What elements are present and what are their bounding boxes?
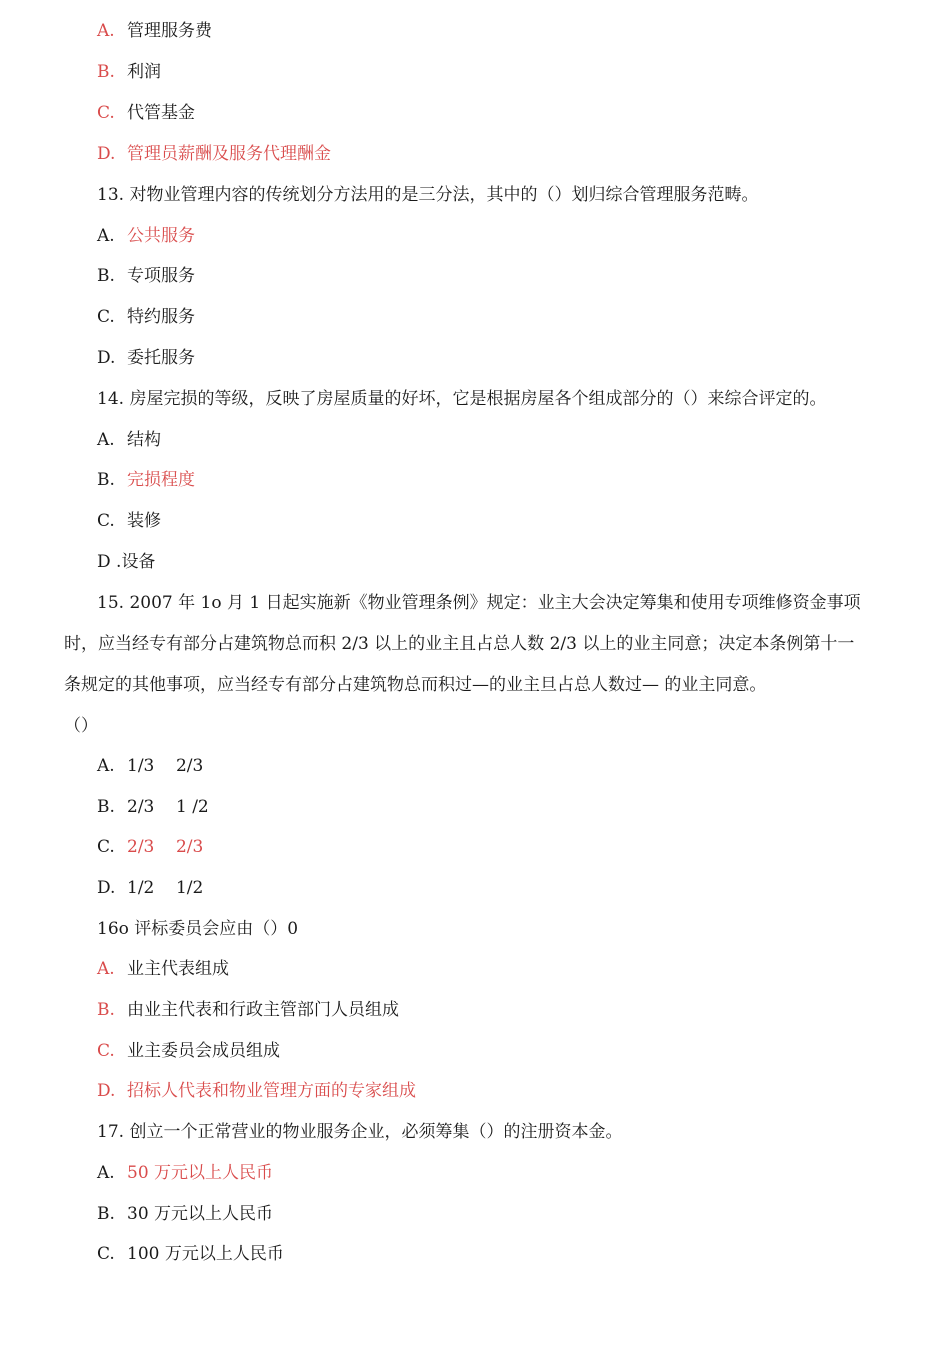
option-label: C. bbox=[97, 837, 115, 857]
option-label: A. bbox=[97, 959, 115, 979]
option-text: 由业主代表和行政主管部门人员组成 bbox=[127, 1000, 399, 1020]
question-15-line-2: 时，应当经专有部分占建筑物总而积 2/3 以上的业主且占总人数 2/3 以上的业主同意；决定本条例第十一 bbox=[64, 634, 855, 654]
option-12-b bbox=[97, 61, 161, 83]
option-13-a bbox=[97, 225, 195, 247]
option-label: A. bbox=[97, 756, 115, 776]
option-12-a bbox=[97, 20, 212, 42]
option-17-a bbox=[97, 1162, 273, 1184]
option-label: A. bbox=[97, 21, 115, 41]
option-label: B. bbox=[97, 62, 115, 82]
option-label: C. bbox=[97, 103, 115, 123]
option-label: B. bbox=[97, 1000, 115, 1020]
option-label: A. bbox=[97, 430, 115, 450]
option-text: 2/3 1 /2 bbox=[127, 797, 209, 817]
option-16-c bbox=[97, 1040, 280, 1062]
option-text: 利润 bbox=[127, 62, 161, 82]
option-14-b bbox=[97, 469, 195, 491]
option-14-a bbox=[97, 429, 161, 451]
option-text: 公共服务 bbox=[127, 226, 195, 246]
question-17: 17. 创立一个正常营业的物业服务企业，必须筹集（）的注册资本金。 bbox=[97, 1122, 623, 1142]
option-text: 30 万元以上人民币 bbox=[127, 1204, 274, 1224]
option-13-c bbox=[97, 306, 195, 328]
option-text: 50 万元以上人民币 bbox=[127, 1163, 274, 1183]
option-12-c bbox=[97, 102, 195, 124]
question-14: 14. 房屋完损的等级，反映了房屋质量的好坏，它是根据房屋各个组成部分的（）来综合评定的。 bbox=[97, 389, 827, 409]
option-label: D. bbox=[97, 348, 116, 368]
option-text: 完损程度 bbox=[127, 470, 195, 490]
question-15-line-3: 条规定的其他事项，应当经专有部分占建筑物总而积过—的业主旦占总人数过— 的业主同意。 bbox=[64, 675, 767, 695]
question-13: 13. 对物业管理内容的传统划分方法用的是三分法，其中的（）划归综合管理服务范畴。 bbox=[97, 185, 759, 205]
option-16-a bbox=[97, 958, 229, 980]
option-14-d bbox=[97, 551, 155, 573]
option-label: C. bbox=[97, 1041, 115, 1061]
option-text: 设备 bbox=[121, 552, 156, 572]
option-text: 管理员薪酬及服务代理酬金 bbox=[127, 144, 331, 164]
option-label: D. bbox=[97, 878, 116, 898]
option-label: A. bbox=[97, 226, 115, 246]
option-label: B. bbox=[97, 797, 115, 817]
option-label: C. bbox=[97, 307, 115, 327]
option-text: 特约服务 bbox=[127, 307, 195, 327]
option-15-d bbox=[97, 877, 203, 899]
option-text: 业主委员会成员组成 bbox=[127, 1041, 280, 1061]
option-label: B. bbox=[97, 1204, 115, 1224]
option-label: B. bbox=[97, 470, 115, 490]
option-12-d bbox=[97, 143, 331, 165]
option-text: 100 万元以上人民币 bbox=[127, 1244, 284, 1264]
option-15-a bbox=[97, 755, 203, 777]
option-15-c bbox=[97, 836, 203, 858]
option-text: 专项服务 bbox=[127, 266, 195, 286]
question-15-line-4: （） bbox=[64, 716, 98, 736]
option-text: 结构 bbox=[127, 430, 161, 450]
option-text: 代管基金 bbox=[127, 103, 195, 123]
option-16-b bbox=[97, 999, 399, 1021]
option-text: 2/3 2/3 bbox=[127, 837, 204, 857]
option-17-b bbox=[97, 1203, 273, 1225]
option-label: A. bbox=[97, 1163, 115, 1183]
option-label: D . bbox=[97, 552, 122, 572]
option-14-c bbox=[97, 510, 161, 532]
option-15-b bbox=[97, 796, 209, 818]
option-text: 业主代表组成 bbox=[127, 959, 229, 979]
option-text: 装修 bbox=[127, 511, 161, 531]
option-label: C. bbox=[97, 511, 115, 531]
option-text: 1/2 1/2 bbox=[127, 878, 204, 898]
option-text: 委托服务 bbox=[127, 348, 195, 368]
option-13-b bbox=[97, 265, 195, 287]
option-label: D. bbox=[97, 144, 116, 164]
option-label: B. bbox=[97, 266, 115, 286]
option-text: 1/3 2/3 bbox=[127, 756, 204, 776]
option-17-c bbox=[97, 1243, 284, 1265]
question-15-line-1: 15. 2007 年 1o 月 1 日起实施新《物业管理条例》规定：业主大会决定筹集和使用专项维修资金事项 bbox=[97, 593, 861, 613]
option-text: 管理服务费 bbox=[127, 21, 212, 41]
question-16: 16o 评标委员会应由（）0 bbox=[97, 919, 299, 939]
option-13-d bbox=[97, 347, 195, 369]
option-16-d bbox=[97, 1080, 416, 1102]
option-label: D. bbox=[97, 1081, 116, 1101]
option-text: 招标人代表和物业管理方面的专家组成 bbox=[127, 1081, 416, 1101]
option-label: C. bbox=[97, 1244, 115, 1264]
